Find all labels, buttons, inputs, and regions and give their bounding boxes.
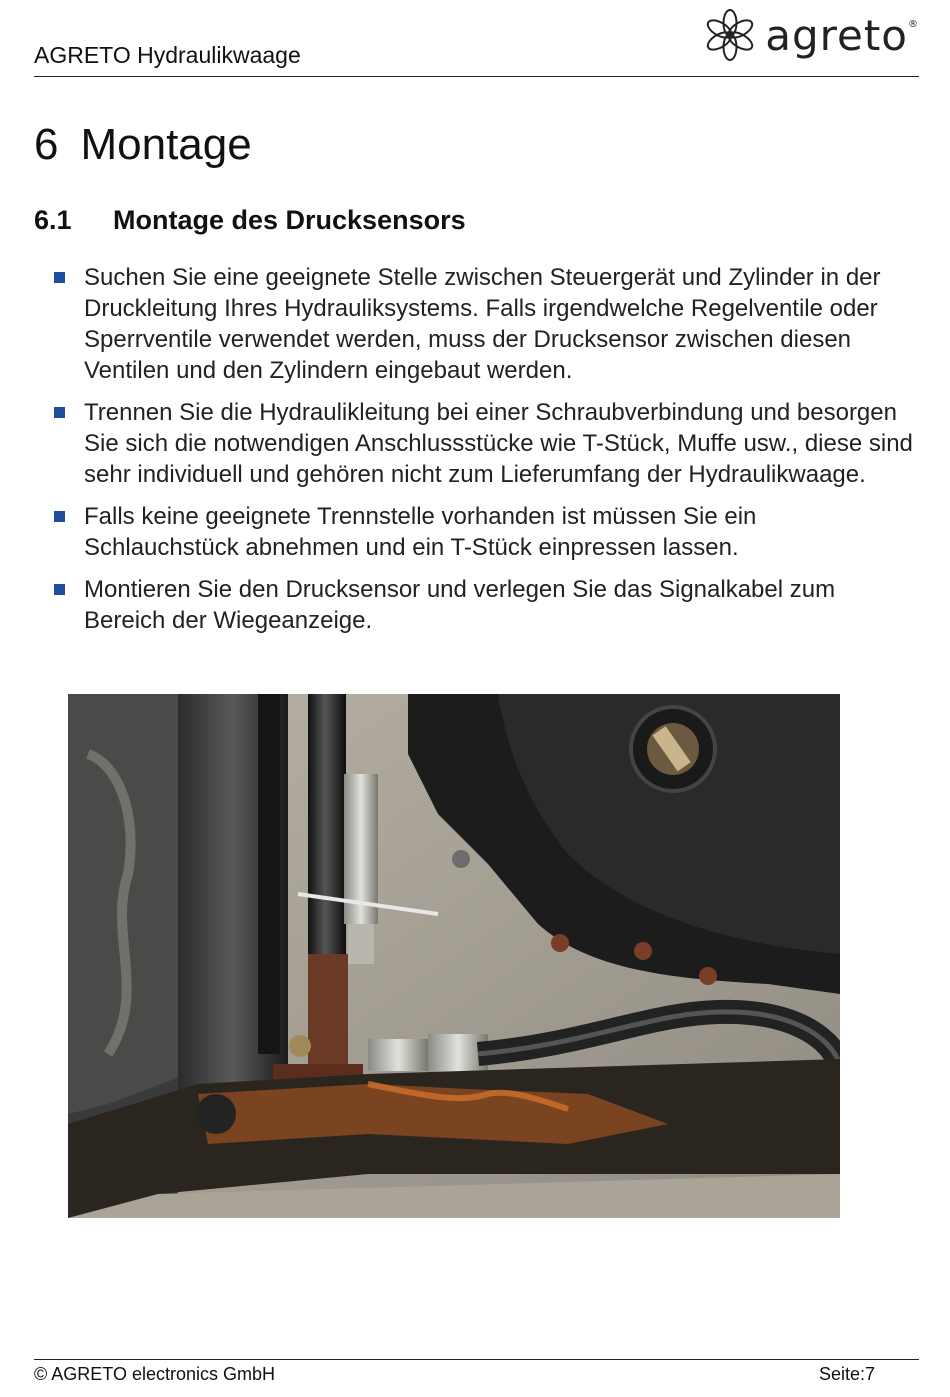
logo-wordmark: agreto® <box>765 10 919 60</box>
flower-icon <box>705 6 755 64</box>
list-item: Trennen Sie die Hydraulikleitung bei einer Schraubverbindung und besorgen Sie sich die notwendigen Anschlussstücke wie T-Stück, Muffe usw., diese sind sehr individuell und gehören nicht zum Lieferumfang der Hydraulikwaage. <box>54 397 914 490</box>
page-footer <box>34 1359 919 1384</box>
page-header <box>34 0 919 77</box>
page-number: Seite:7 <box>818 1364 875 1384</box>
chapter-title: Montage <box>80 120 252 169</box>
list-item: Montieren Sie den Drucksensor und verlegen Sie das Signalkabel zum Bereich der Wiegeanzeige. <box>54 574 914 636</box>
copyright-text: © AGRETO electronics GmbH <box>34 1364 275 1384</box>
square-bullet-icon <box>54 511 65 522</box>
section-title: Montage des Drucksensors <box>113 205 466 235</box>
list-item: Falls keine geeignete Trennstelle vorhanden ist müssen Sie ein Schlauchstück abnehmen und ein T-Stück einpressen lassen. <box>54 501 914 563</box>
chapter-number: 6 <box>34 120 59 169</box>
agreto-logo <box>705 6 919 64</box>
section-heading <box>34 205 466 236</box>
list-item: Suchen Sie eine geeignete Stelle zwischen Steuergerät und Zylinder in der Druckleitung Ihres Hydrauliksystems. Falls irgendwelche Regelventile oder Sperrventile verwendet werden, muss der Drucksensor zwischen diesen Ventilen und den Zylindern eingebaut werden. <box>54 262 914 386</box>
square-bullet-icon <box>54 272 65 283</box>
square-bullet-icon <box>54 584 65 595</box>
installation-photo <box>68 694 840 1218</box>
instruction-list <box>54 262 914 647</box>
section-number: 6.1 <box>34 205 72 235</box>
chapter-heading <box>34 120 252 170</box>
square-bullet-icon <box>54 407 65 418</box>
document-title: AGRETO Hydraulikwaage <box>34 42 301 68</box>
